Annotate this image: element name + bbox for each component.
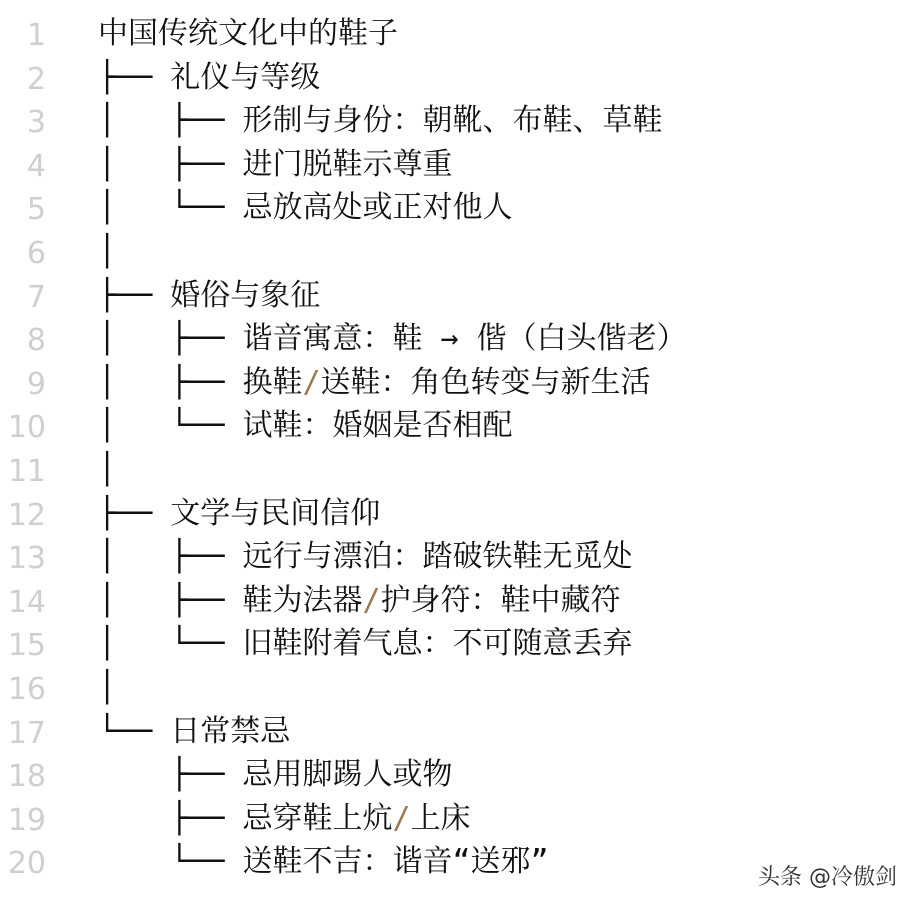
line-number: 13 (7, 541, 46, 577)
code-line (0, 710, 919, 754)
line-number: 10 (7, 410, 46, 446)
line-number: 7 (26, 279, 46, 315)
line-text: └── 送鞋不吉：谐音“送邪” (98, 844, 549, 880)
line-number: 19 (7, 802, 46, 838)
line-text: ├── 忌用脚踢人或物 (98, 757, 453, 793)
line-text: 中国传统文化中的鞋子 (98, 16, 398, 51)
line-number: 18 (7, 759, 46, 795)
line-number: 17 (7, 715, 46, 751)
code-line (0, 448, 919, 492)
code-line (0, 186, 919, 230)
code-line (0, 579, 919, 623)
line-text: │ (98, 670, 117, 705)
line-text: ├── 忌穿鞋上炕/上床 (98, 800, 471, 836)
line-text: │ (98, 452, 117, 487)
line-text: ├── 文学与民间信仰 (98, 495, 381, 531)
line-number: 15 (7, 628, 46, 664)
line-text: │ ├── 进门脱鞋示尊重 (98, 146, 453, 182)
line-text: ├── 礼仪与等级 (98, 59, 321, 95)
code-line (0, 274, 919, 318)
code-line (0, 317, 919, 361)
line-text: │ ├── 形制与身份：朝靴、布鞋、草鞋 (98, 103, 663, 139)
line-text: │ ├── 换鞋/送鞋：角色转变与新生活 (98, 364, 651, 400)
code-line (0, 753, 919, 797)
code-line (0, 535, 919, 579)
code-line (0, 56, 919, 100)
line-number: 11 (7, 454, 46, 489)
line-text: │ ├── 远行与漂泊：踏破铁鞋无觅处 (98, 539, 633, 575)
code-line (0, 230, 919, 274)
line-text: │ └── 忌放高处或正对他人 (98, 190, 513, 226)
slash-separator: / (302, 364, 321, 400)
line-text: │ └── 旧鞋附着气息：不可随意丢弃 (98, 626, 633, 662)
line-number: 16 (7, 672, 46, 707)
line-number: 9 (26, 366, 46, 402)
watermark: 头条 @冷傲剑 (758, 865, 897, 890)
line-number: 6 (26, 236, 46, 271)
code-line (0, 361, 919, 405)
line-text: │ (98, 234, 117, 269)
code-line (0, 492, 919, 536)
line-number: 3 (26, 105, 46, 141)
line-number: 20 (7, 846, 46, 882)
line-text: │ └── 试鞋：婚姻是否相配 (98, 408, 513, 444)
line-text: │ ├── 谐音寓意：鞋 → 偕（白头偕老） (98, 321, 687, 357)
code-line (0, 143, 919, 187)
code-line (0, 404, 919, 448)
line-number: 8 (26, 323, 46, 359)
code-line (0, 797, 919, 841)
code-line (0, 622, 919, 666)
slash-separator: / (362, 582, 381, 618)
code-line (0, 12, 919, 56)
line-number: 1 (26, 18, 46, 53)
line-text: └── 日常禁忌 (98, 713, 291, 749)
line-number: 4 (26, 148, 46, 184)
line-number: 2 (26, 61, 46, 97)
line-number: 14 (7, 584, 46, 620)
line-number: 5 (26, 192, 46, 228)
line-text: │ ├── 鞋为法器/护身符：鞋中藏符 (98, 582, 621, 618)
code-line (0, 666, 919, 710)
line-number: 12 (7, 497, 46, 533)
line-text: ├── 婚俗与象征 (98, 277, 321, 313)
code-line (0, 99, 919, 143)
slash-separator: / (392, 800, 411, 836)
